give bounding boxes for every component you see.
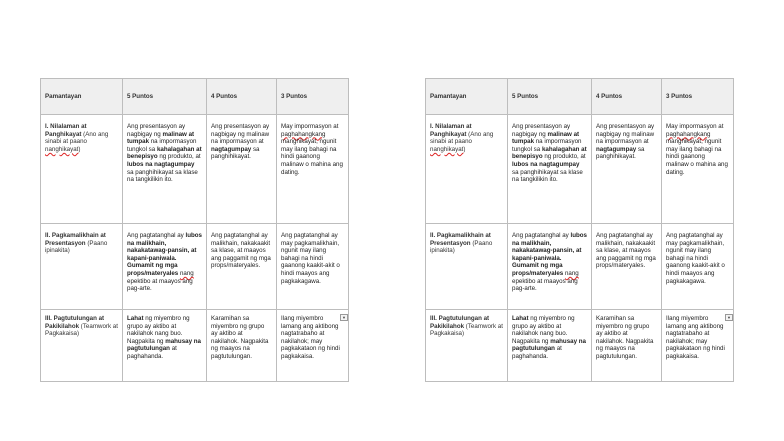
criteria-title: III. Pagtutulungan at Pakikilahok (430, 315, 490, 330)
cell-3-points[interactable] (662, 115, 734, 224)
criteria-cell[interactable] (41, 224, 123, 310)
text: Ang pagtatanghal ay may pagkamalikhain, ngunit may ilang bahagi na hindi gaanong kaakit-akit o hindi maayos ang pagkakagawa. (281, 232, 340, 285)
header-4-points: 4 Puntos (207, 79, 277, 115)
text-bold: Lahat (512, 315, 529, 322)
spelling-flag: nanghikayat (430, 145, 464, 153)
cell-3-points[interactable] (662, 224, 734, 310)
criteria-note: (Ano ang sinabi at paano (45, 130, 109, 146)
criteria-title: III. Pagtutulungan at Pakikilahok (45, 315, 105, 330)
text: at paghahanda. (512, 345, 562, 360)
cell-4-points[interactable] (207, 224, 277, 310)
table-row (426, 310, 734, 382)
text: Ang pagtatanghal ay malikhain, nakakaakit sa klase, at maayos ang paggamit ng mga props/materyales. (211, 232, 271, 270)
text: ng miyembro ng grupo ay aktibo at nakilahok nang buo. Nagpakita ng (512, 315, 575, 345)
cell-4-points[interactable] (207, 310, 277, 382)
cell-dropdown-icon[interactable]: ▼ (725, 314, 733, 321)
text: na impormasyon tungkol sa (512, 138, 582, 153)
text: May impormasyon at (666, 123, 724, 130)
text: Ang pagtatanghal ay may pagkamalikhain, ngunit may ilang bahagi na hindi gaanong kaakit-akit o hindi maayos ang pagkakagawa. (666, 232, 725, 285)
criteria-title: I. Nilalaman at Panghikayat (45, 123, 87, 138)
table-row (426, 115, 734, 224)
text-bold: , at kapani-paniwala. Gumamit ng mga props/materyales (127, 247, 197, 277)
text: Karamihan sa miyembro ng grupo ay aktibo at nakilahok. Nagpakita ng maayos na pagtutulungan. (596, 315, 654, 360)
table-row (41, 224, 349, 310)
cell-5-points[interactable] (123, 224, 207, 310)
criteria-note: (Teamwork at Pagkakaisa) (430, 322, 503, 338)
criteria-note-end: ) (78, 145, 81, 153)
text: manghikayat, ngunit may ilang bahagi na hindi gaanong malinaw o mahina ang dating. (666, 138, 728, 176)
text: Ang pagtatanghal ay malikhain, nakakaakit sa klase, at maayos ang paggamit ng mga props/materyales. (596, 232, 656, 270)
header-3-points: 3 Puntos (277, 79, 349, 115)
table-row (41, 115, 349, 224)
text: Ang presentasyon ay nagbigay ng (512, 123, 571, 138)
text: Ang presentasyon ay nagbigay ng (127, 123, 186, 138)
text: sa panghihikayat. (596, 145, 645, 161)
spelling-flag: nang (179, 269, 194, 277)
text: ng miyembro ng grupo ay aktibo at nakilahok nang buo. Nagpakita ng (127, 315, 190, 345)
spelling-flag: nanghikayat (45, 145, 79, 153)
cell-4-points[interactable] (592, 224, 662, 310)
cell-5-points[interactable] (123, 310, 207, 382)
header-5-points: 5 Puntos (123, 79, 207, 115)
text-bold: malinaw at tumpak (127, 130, 195, 146)
text: Ang presentasyon ay nagbigay ng malinaw na impormasyon at (596, 123, 655, 146)
text-bold: lubos na nagtagumpay (512, 160, 580, 168)
text-bold: kahalagahan at benepisyo (512, 145, 587, 161)
text-bold: kahalagahan at benepisyo (127, 145, 202, 161)
criteria-cell[interactable] (426, 310, 508, 382)
text: Ang pagtatanghal ay (127, 232, 186, 239)
header-row (426, 79, 734, 115)
criteria-cell[interactable] (41, 310, 123, 382)
text-bold: lubos na malikhain, nakakatawag-pansin (127, 232, 202, 255)
text: ng produkto, at (542, 153, 586, 161)
spelling-flag: nang (564, 269, 579, 277)
cell-5-points[interactable] (508, 310, 592, 382)
spelling-flag: paghahangkang (666, 130, 711, 138)
text: Ang presentasyon ay nagbigay ng malinaw na impormasyon at (211, 123, 270, 146)
cell-3-points[interactable] (277, 310, 349, 382)
cell-5-points[interactable] (508, 115, 592, 224)
cell-4-points[interactable] (592, 310, 662, 382)
header-criteria: Pamantayan (41, 79, 123, 115)
text-bold: lubos na malikhain, nakakatawag-pansin (512, 232, 587, 255)
header-5-points: 5 Puntos (508, 79, 592, 115)
text: May impormasyon at (281, 123, 339, 130)
criteria-note: (Paano ipinakita) (45, 239, 108, 255)
text: sa panghihikayat. (211, 145, 260, 161)
cell-3-points[interactable] (662, 310, 734, 382)
text: na impormasyon tungkol sa (127, 138, 197, 153)
text: Karamihan sa miyembro ng grupo ay aktibo at nakilahok. Nagpakita ng maayos na pagtutulungan. (211, 315, 269, 360)
cell-5-points[interactable] (508, 224, 592, 310)
rubric-table-right (425, 78, 734, 382)
criteria-note-end: ) (463, 145, 466, 153)
text-bold: Lahat (127, 315, 144, 322)
text-bold: mahusay na pagtutulungan (127, 337, 201, 353)
criteria-cell[interactable] (426, 115, 508, 224)
text: manghikayat, ngunit may ilang bahagi na hindi gaanong malinaw o mahina ang dating. (281, 138, 343, 176)
text-bold: nagtagumpay (596, 145, 637, 153)
criteria-cell[interactable] (41, 115, 123, 224)
text: epektibo at maayos ang pag-arte. (512, 277, 578, 293)
cell-4-points[interactable] (592, 115, 662, 224)
criteria-note: (Paano ipinakita) (430, 239, 493, 255)
criteria-note: (Ano ang sinabi at paano (430, 130, 494, 146)
criteria-title: I. Nilalaman at Panghikayat (430, 123, 472, 138)
cell-3-points[interactable] (277, 224, 349, 310)
rubric-table-left (40, 78, 349, 382)
text-bold: , at kapani-paniwala. Gumamit ng mga props/materyales (512, 247, 582, 277)
text-bold: nagtagumpay (211, 145, 252, 153)
criteria-title: II. Pagkamalikhain at Presentasyon (45, 232, 106, 247)
header-3-points: 3 Puntos (662, 79, 734, 115)
cell-4-points[interactable] (207, 115, 277, 224)
cell-3-points[interactable] (277, 115, 349, 224)
header-row (41, 79, 349, 115)
text: Ang pagtatanghal ay (512, 232, 571, 239)
header-criteria: Pamantayan (426, 79, 508, 115)
header-4-points: 4 Puntos (592, 79, 662, 115)
criteria-title: II. Pagkamalikhain at Presentasyon (430, 232, 491, 247)
text: Ilang miyembro lamang ang aktibong nagtatrabaho at nakilahok; may pagkakataon ng hindi pagkakaisa. (666, 315, 725, 360)
text: sa panghihikayat sa klase na tangkilikin ito. (512, 168, 583, 184)
text-bold: malinaw at tumpak (512, 130, 580, 146)
criteria-note: (Teamwork at Pagkakaisa) (45, 322, 118, 338)
table-row (41, 310, 349, 382)
cell-dropdown-icon[interactable]: ▼ (340, 314, 348, 321)
table-row (426, 224, 734, 310)
text: sa panghihikayat sa klase na tangkilikin ito. (127, 168, 198, 184)
text: epektibo at maayos ang pag-arte. (127, 277, 193, 293)
cell-5-points[interactable] (123, 115, 207, 224)
text-bold: lubos na nagtagumpay (127, 160, 195, 168)
text: Ilang miyembro lamang ang aktibong nagtatrabaho at nakilahok; may pagkakataon ng hindi pagkakaisa. (281, 315, 340, 360)
text-bold: mahusay na pagtutulungan (512, 337, 586, 353)
text: ng produkto, at (157, 153, 201, 161)
criteria-cell[interactable] (426, 224, 508, 310)
spelling-flag: paghahangkang (281, 130, 326, 138)
text: at paghahanda. (127, 345, 177, 360)
